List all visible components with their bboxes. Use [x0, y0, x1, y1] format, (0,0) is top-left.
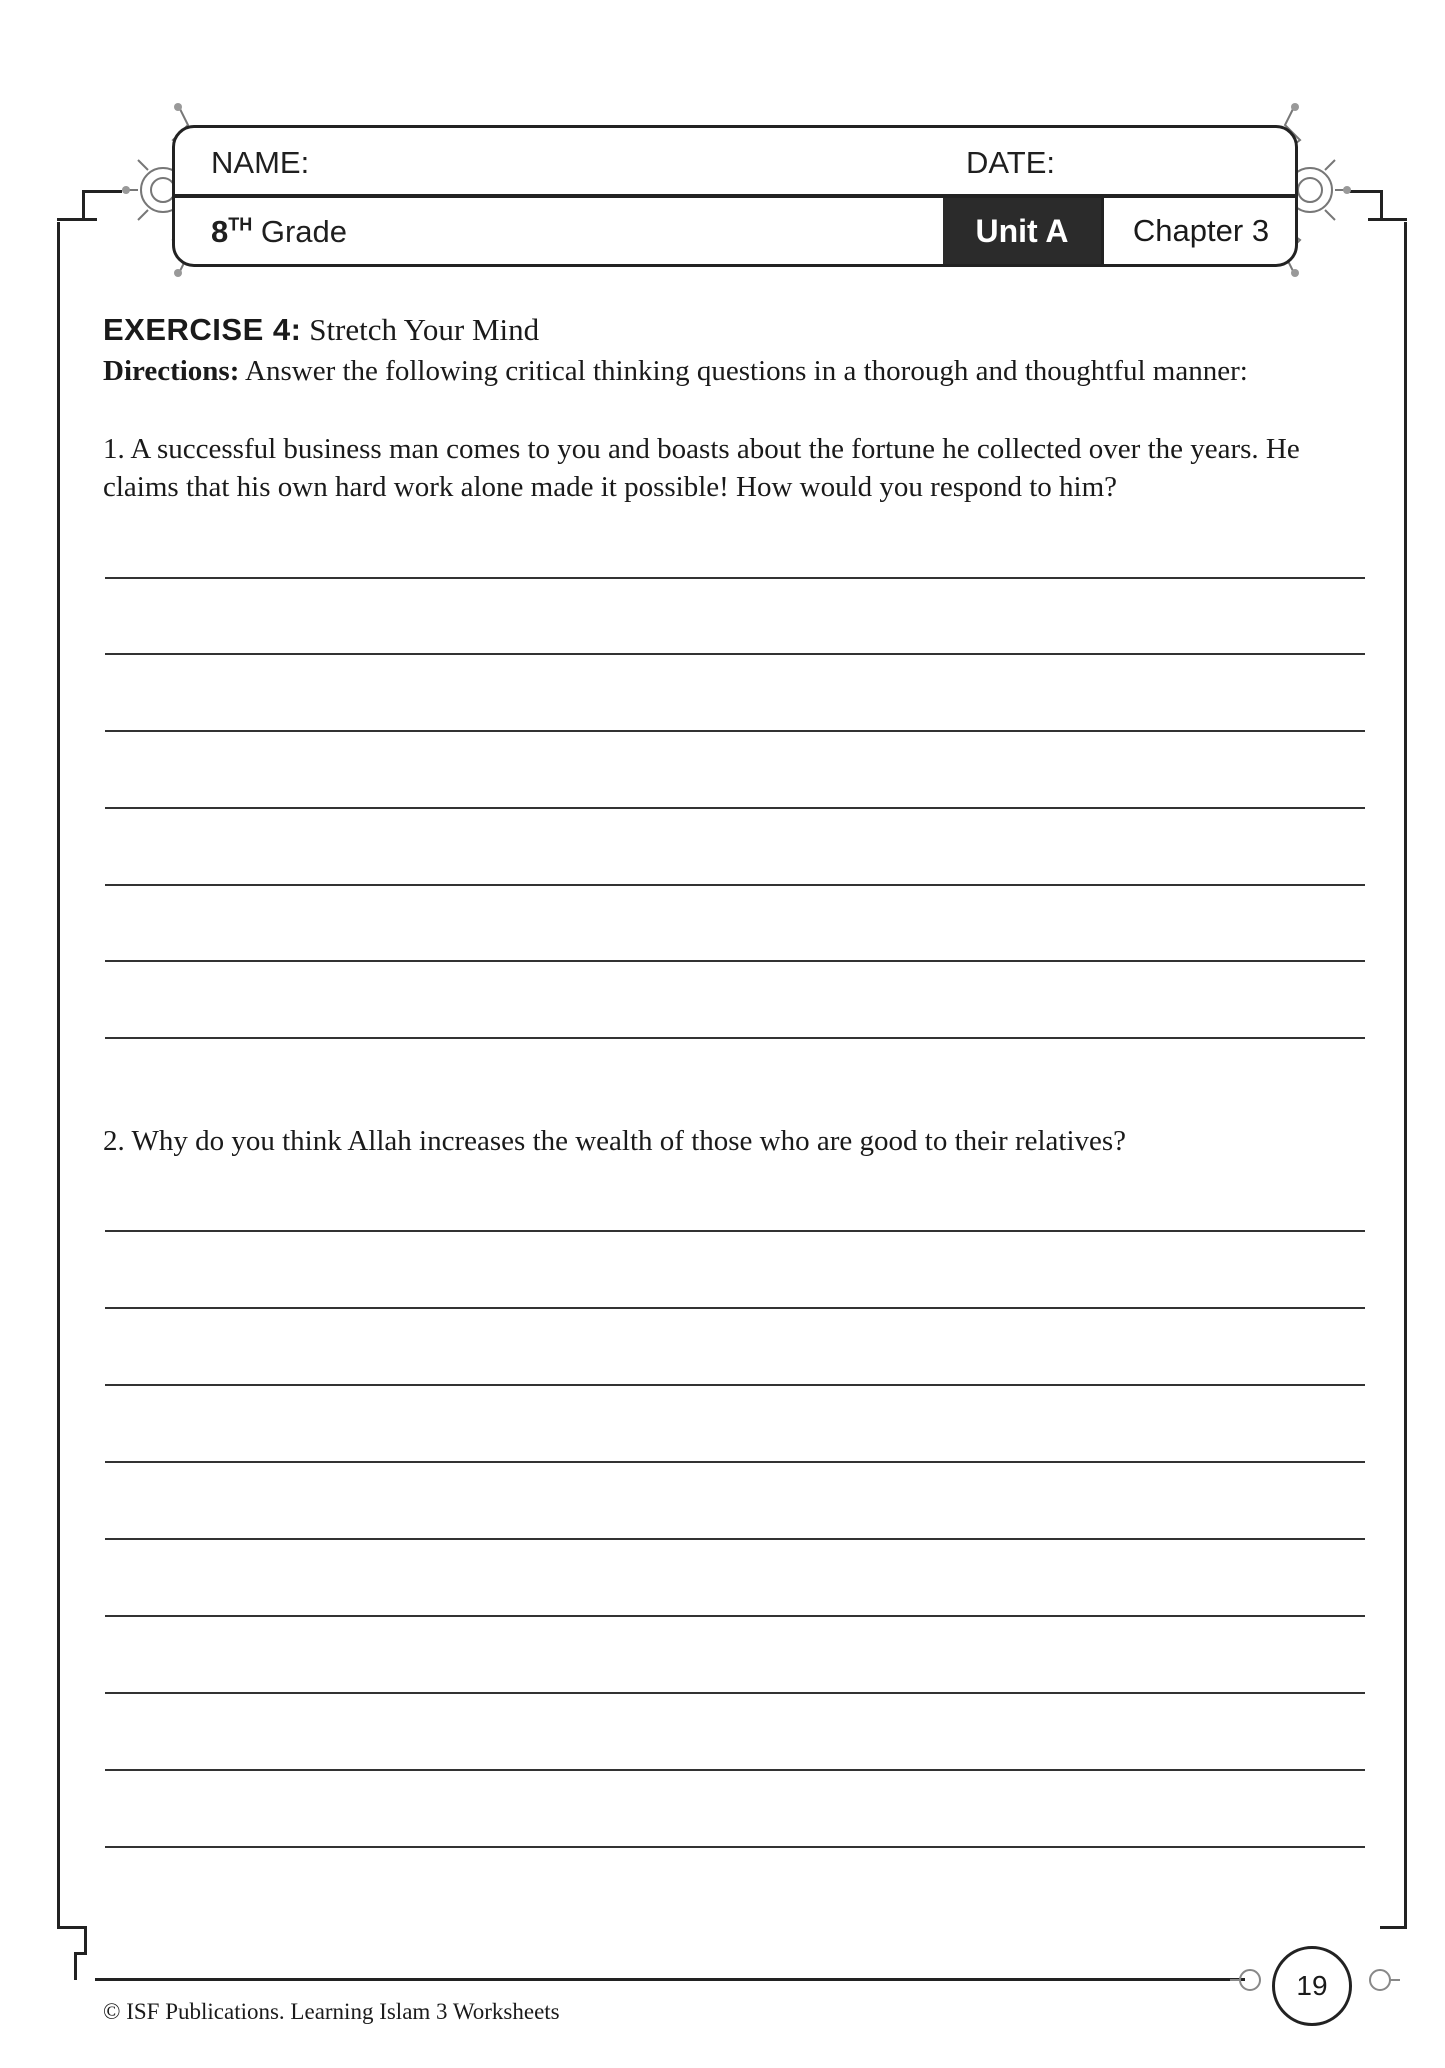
directions-text: Answer the following critical thinking questions in a thorough and thoughtful manner:: [245, 355, 1248, 387]
header-row-name-date: [175, 128, 1295, 198]
directions-label: Directions:: [103, 355, 240, 387]
grade-number: 8: [211, 214, 229, 249]
answer-line[interactable]: [105, 653, 1365, 655]
answer-line[interactable]: [105, 884, 1365, 886]
answer-line[interactable]: [105, 1461, 1365, 1463]
answer-line[interactable]: [105, 577, 1365, 579]
page-number: 19: [1272, 1946, 1352, 2026]
footer-copyright: © ISF Publications. Learning Islam 3 Worksheets: [103, 1999, 560, 2024]
exercise-title: EXERCISE 4:: [103, 312, 302, 347]
chapter-label: Chapter 3: [1101, 198, 1298, 264]
answer-line[interactable]: [105, 1307, 1365, 1309]
grade-superscript: TH: [228, 214, 253, 235]
exercise-subtitle: Stretch Your Mind: [309, 312, 540, 347]
answer-line[interactable]: [105, 1230, 1365, 1232]
question-2: 2. Why do you think Allah increases the wealth of those who are good to their relatives?: [103, 1125, 1127, 1157]
answer-line[interactable]: [105, 807, 1365, 809]
exercise-heading: [103, 312, 539, 348]
answer-line[interactable]: [105, 1846, 1365, 1848]
worksheet-header: [172, 125, 1298, 267]
unit-badge: Unit A: [943, 198, 1101, 264]
answer-line[interactable]: [105, 1769, 1365, 1771]
header-row-grade: [175, 198, 1295, 264]
answer-line[interactable]: [105, 1692, 1365, 1694]
answer-line[interactable]: [105, 1615, 1365, 1617]
answer-line[interactable]: [105, 1037, 1365, 1039]
name-label: NAME:: [211, 145, 310, 180]
answer-line[interactable]: [105, 730, 1365, 732]
answer-line[interactable]: [105, 1538, 1365, 1540]
question-1: 1. A successful business man comes to you and boasts about the fortune he collected over the years. He claims that his own hard work alone made it possible! How would you respond to him?: [103, 433, 1300, 503]
grade-word: Grade: [260, 214, 348, 249]
answer-line[interactable]: [105, 1384, 1365, 1386]
directions: [103, 352, 1363, 390]
date-label: DATE:: [966, 145, 1055, 180]
answer-line[interactable]: [105, 960, 1365, 962]
grade-label: [211, 214, 347, 250]
